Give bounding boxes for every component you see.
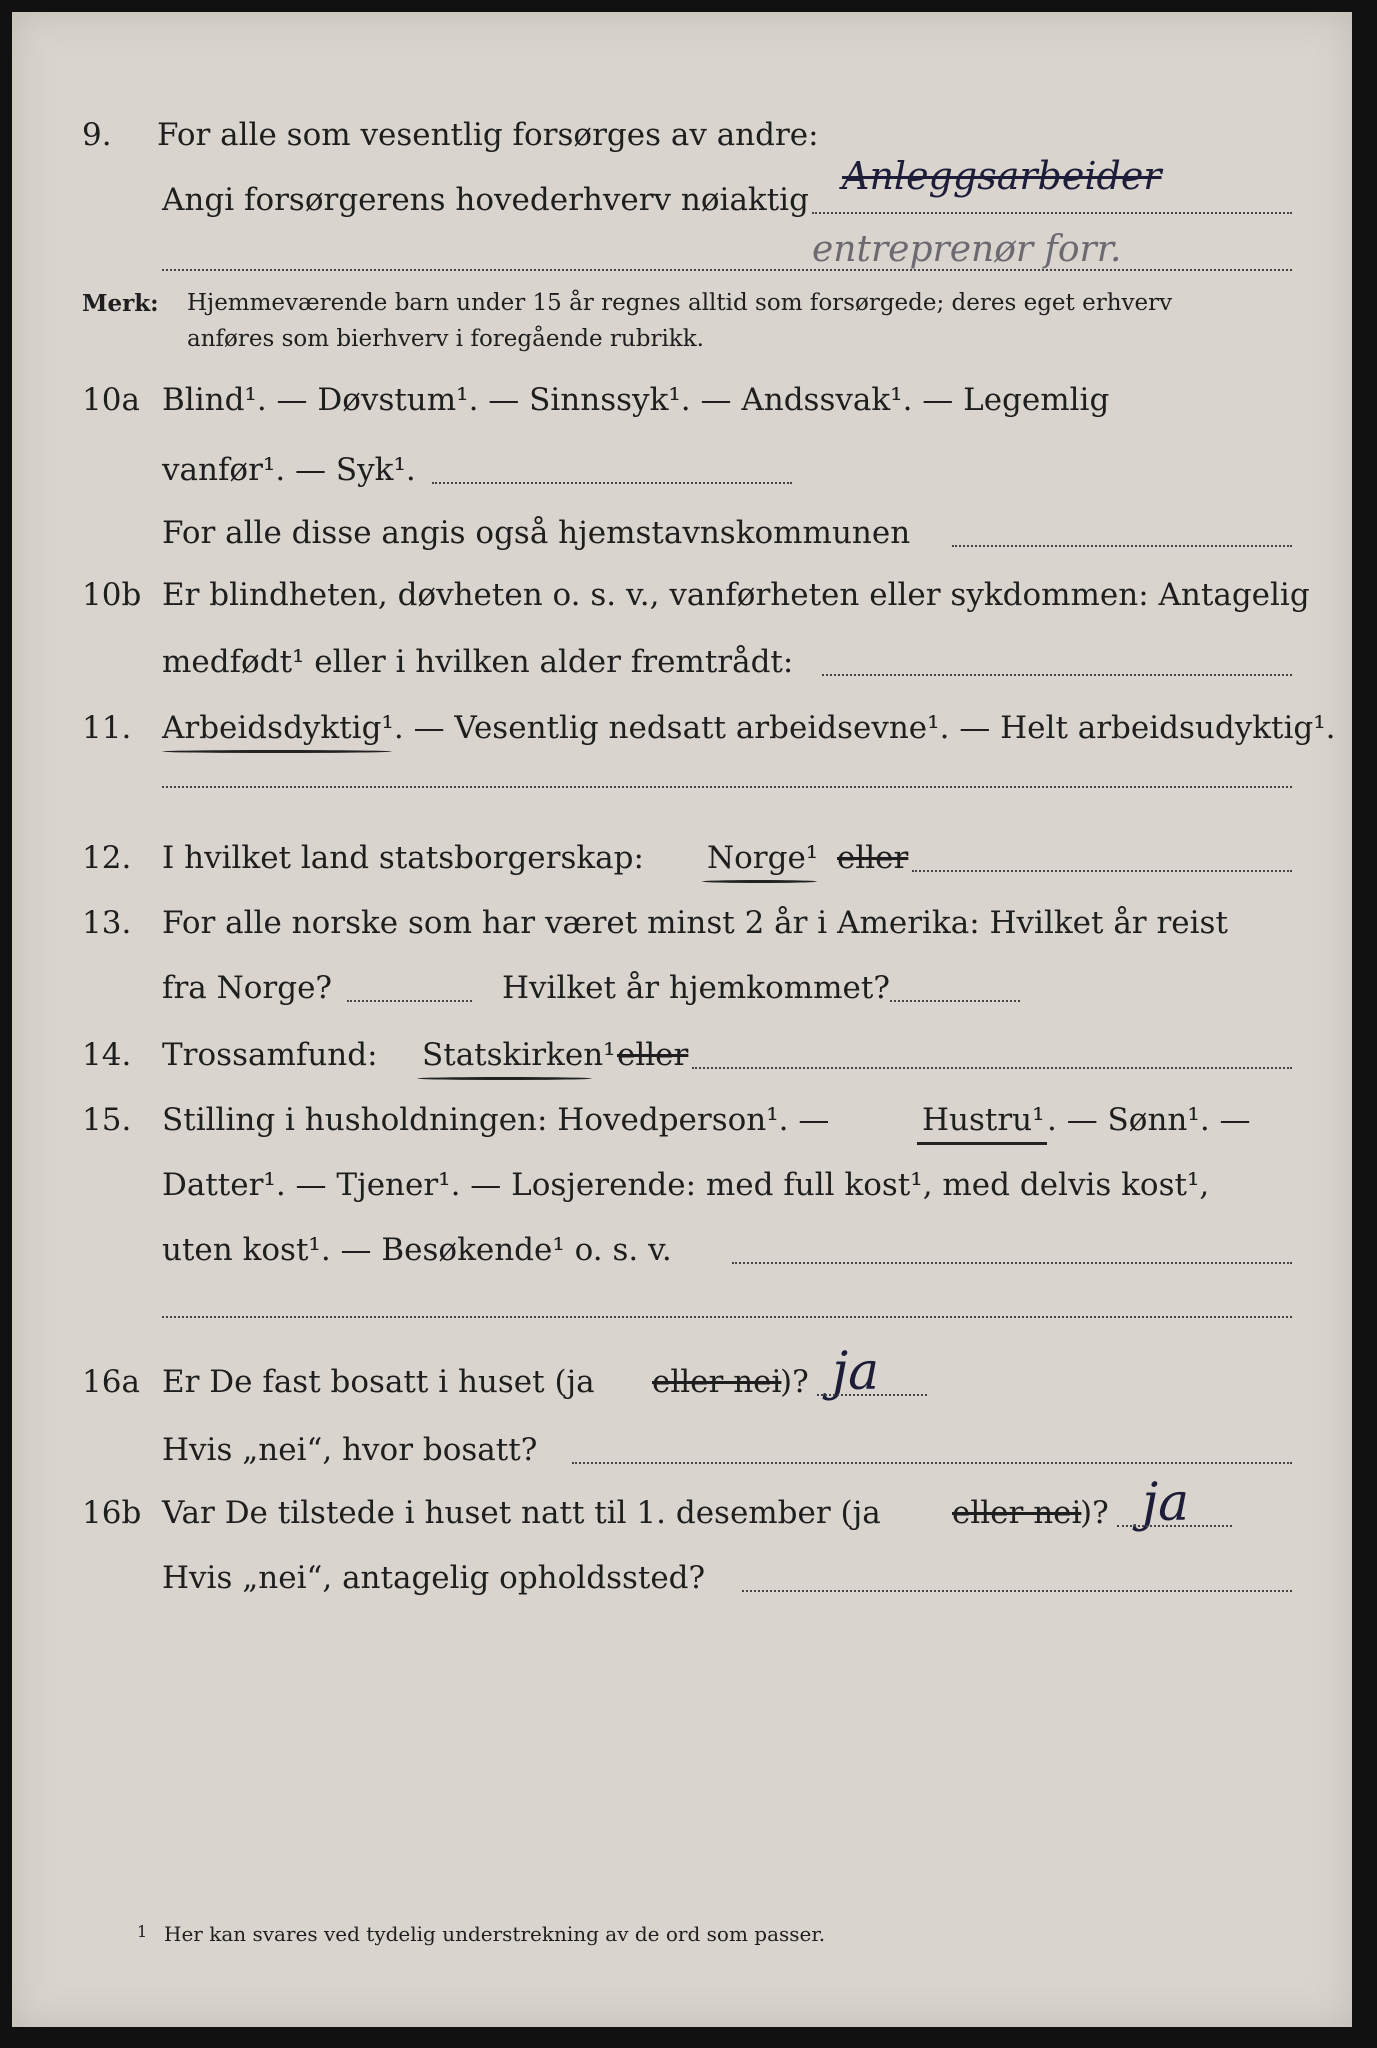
q13-hjemkommet-line xyxy=(890,996,1020,1002)
q11-number: 11. xyxy=(82,710,132,746)
q16a-text-1a: Er De fast bosatt i huset (ja xyxy=(162,1364,595,1400)
q11-answer-line xyxy=(162,782,1292,788)
q9-number: 9. xyxy=(82,117,112,153)
q15-hand-underline xyxy=(917,1142,1047,1145)
footnote-text: Her kan svares ved tydelig understrekning av de ord som passer. xyxy=(164,1922,826,1946)
q15-option-hustru: Hustru¹ xyxy=(922,1102,1045,1138)
q10a-text-2: vanfør¹. — Syk¹. xyxy=(162,452,416,488)
q16a-bosatt-line xyxy=(572,1458,1292,1464)
q16b-answer-line xyxy=(1117,1521,1232,1527)
q10a-text-3: For alle disse angis også hjemstavnskommunen xyxy=(162,515,911,551)
q14-number: 14. xyxy=(82,1037,132,1073)
q14-struck: eller xyxy=(617,1037,689,1073)
q15-number: 15. xyxy=(82,1102,132,1138)
q16b-answer: ja xyxy=(1142,1473,1190,1533)
q12-number: 12. xyxy=(82,840,132,876)
q11-hand-underline xyxy=(162,750,392,753)
q9-answer-line-2 xyxy=(162,265,1292,271)
form-page xyxy=(12,12,1352,2027)
q16a-answer: ja xyxy=(832,1342,880,1402)
q11-text xyxy=(162,710,1336,746)
q9-answer-1: Anleggsarbeider xyxy=(842,154,1162,198)
merk-text-1: Hjemmeværende barn under 15 år regnes alltid som forsørgede; deres eget erhverv xyxy=(187,290,1173,316)
q16a-number: 16a xyxy=(82,1364,140,1400)
q16a-answer-line xyxy=(817,1390,927,1396)
q10a-kommune-line xyxy=(952,541,1292,547)
q10a-text-1: Blind¹. — Døvstum¹. — Sinnssyk¹. — Andssvak¹. — Legemlig xyxy=(162,382,1110,418)
merk-label: Merk: xyxy=(82,290,159,317)
q9-answer-2: entreprenør forr. xyxy=(812,229,1122,270)
q16a-struck: eller nei xyxy=(652,1364,782,1400)
q10b-text-1: Er blindheten, døvheten o. s. v., vanførheten eller sykdommen: Antagelig xyxy=(162,577,1310,613)
q15-answer-line xyxy=(732,1258,1292,1264)
q15-text-1c: . — Sønn¹. — xyxy=(1047,1102,1251,1138)
q16a-text-2: Hvis „nei“, hvor bosatt? xyxy=(162,1432,538,1468)
q16b-text-1c: )? xyxy=(1080,1495,1109,1531)
q16b-text-1a: Var De tilstede i huset natt til 1. desember (ja xyxy=(162,1495,881,1531)
q11-rest: . — Vesentlig nedsatt arbeidsevne¹. — Helt arbeidsudyktig¹. xyxy=(393,710,1336,746)
q12-hand-underline xyxy=(702,880,817,883)
q16a-text-1c: )? xyxy=(780,1364,809,1400)
q10b-number: 10b xyxy=(82,577,142,613)
q16b-struck: eller nei xyxy=(952,1495,1082,1531)
q10b-answer-line xyxy=(822,670,1292,676)
q10a-syk-line xyxy=(432,478,792,484)
q13-text-1: For alle norske som har været minst 2 år i Amerika: Hvilket år reist xyxy=(162,905,1228,941)
q11-option-arbeidsdyktig: Arbeidsdyktig¹ xyxy=(162,710,394,746)
q14-answer-line xyxy=(692,1063,1292,1069)
q13-text-2b: Hvilket år hjemkommet? xyxy=(502,970,890,1006)
q13-reist-line xyxy=(347,996,472,1002)
q16b-number: 16b xyxy=(82,1495,142,1531)
q16b-opholdssted-line xyxy=(742,1586,1292,1592)
merk-text-2: anføres som bierhverv i foregående rubrikk. xyxy=(187,326,704,352)
q15-answer-line-2 xyxy=(162,1312,1292,1318)
q10a-number: 10a xyxy=(82,382,140,418)
q9-text-1: For alle som vesentlig forsørges av andre: xyxy=(157,117,819,153)
q16b-text-2: Hvis „nei“, antagelig opholdssted? xyxy=(162,1560,706,1596)
q15-text-3: uten kost¹. — Besøkende¹ o. s. v. xyxy=(162,1232,672,1268)
q14-text: Trossamfund: xyxy=(162,1037,378,1073)
q12-option: Norge¹ xyxy=(707,840,819,876)
q14-hand-underline xyxy=(417,1077,592,1080)
q14-option: Statskirken¹ xyxy=(422,1037,616,1073)
q12-text: I hvilket land statsborgerskap: xyxy=(162,840,644,876)
q9-text-2: Angi forsørgerens hovederhverv nøiaktig xyxy=(162,182,809,218)
q12-answer-line xyxy=(912,866,1292,872)
q10b-text-2: medfødt¹ eller i hvilken alder fremtrådt: xyxy=(162,644,794,680)
q15-text-1a: Stilling i husholdningen: Hovedperson¹. — xyxy=(162,1102,830,1138)
footnote-mark: 1 xyxy=(137,1922,148,1941)
q12-struck: eller xyxy=(837,840,909,876)
q13-text-2a: fra Norge? xyxy=(162,970,333,1006)
q13-number: 13. xyxy=(82,905,132,941)
q9-answer-line xyxy=(812,208,1292,214)
q15-text-2: Datter¹. — Tjener¹. — Losjerende: med full kost¹, med delvis kost¹, xyxy=(162,1167,1210,1203)
